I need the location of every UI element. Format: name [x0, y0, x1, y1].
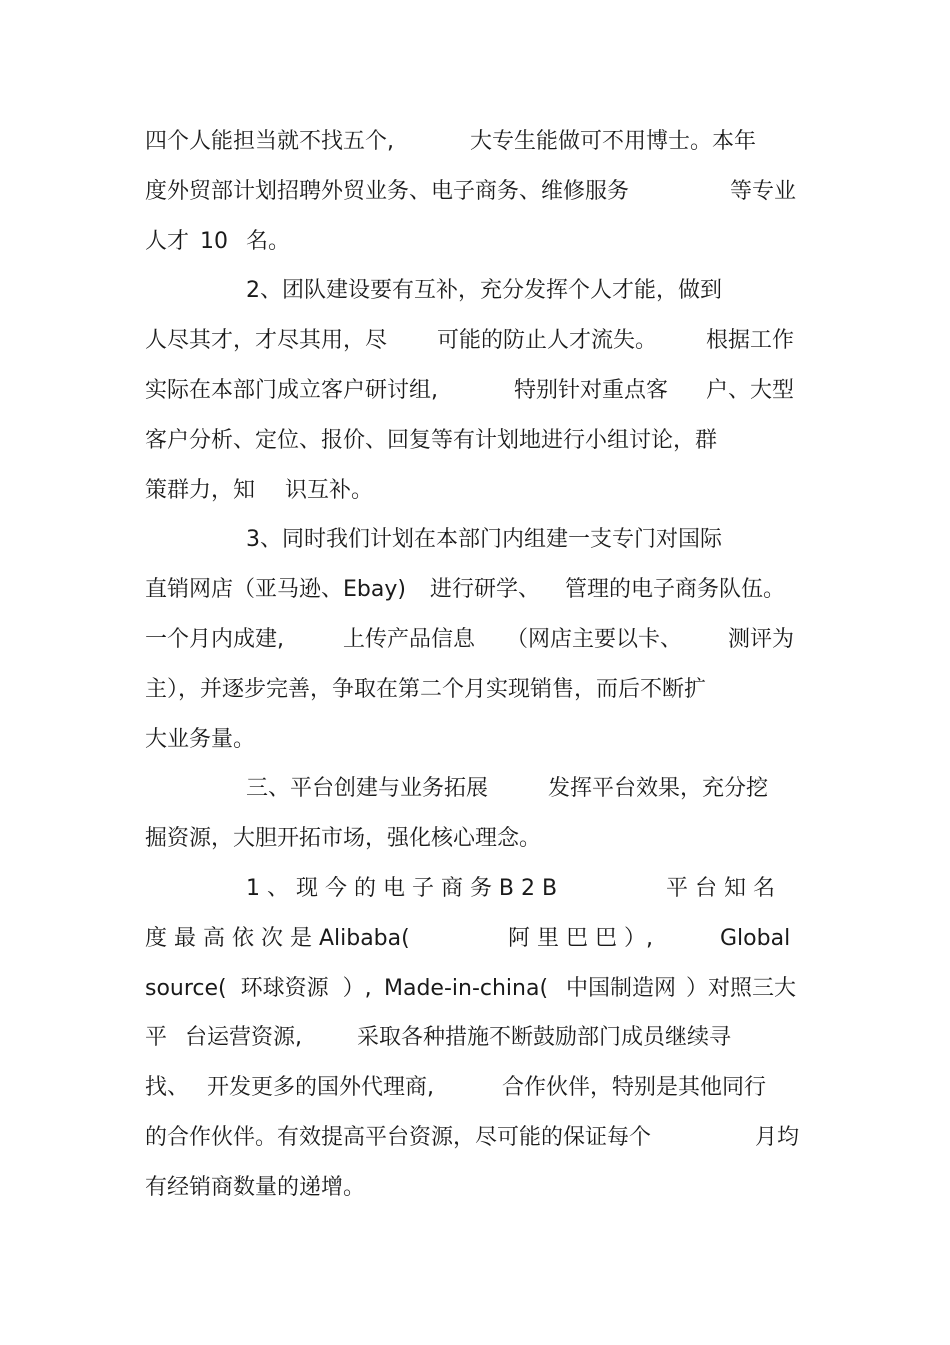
text-segment: 三、平台创建与业务拓展: [246, 776, 489, 801]
text-segment: 一个月内成建,: [145, 627, 284, 652]
text-segment: 找、: [145, 1075, 190, 1100]
text-segment: source( 环球资源 ）,: [145, 976, 372, 1001]
text-segment: 合作伙伴，特别是其他同行: [502, 1075, 767, 1100]
text-line: [0, 821, 542, 857]
text-line: [0, 771, 769, 807]
text-line: [0, 522, 722, 558]
text-line: [0, 473, 374, 509]
text-line: [0, 921, 791, 957]
text-line: [0, 423, 718, 459]
text-segment: 平 台 知 名: [666, 876, 775, 901]
text-segment: 管理的电子商务队伍。: [565, 577, 786, 602]
text-segment: 特别针对重点客: [514, 378, 669, 403]
text-line: [0, 174, 797, 210]
text-segment: 度 最 高 依 次 是 Alibaba(: [145, 926, 410, 951]
text-segment: 采取各种措施不断鼓励部门成员继续寻: [357, 1025, 732, 1050]
text-segment: 2、团队建设要有互补，充分发挥个人才能，做到: [246, 278, 722, 303]
text-segment: 测评为: [728, 627, 795, 652]
text-segment: 3、同时我们计划在本部门内组建一支专门对国际: [246, 527, 722, 552]
text-segment: 名。: [246, 229, 291, 254]
text-line: [0, 323, 795, 359]
text-line: [0, 373, 795, 409]
text-line: [0, 124, 757, 160]
text-segment: 有经销商数量的递增。: [145, 1175, 366, 1200]
text-segment: 10: [200, 229, 228, 254]
text-segment: 大专生能做可不用博士。本年: [470, 129, 757, 154]
text-segment: 主），并逐步完善，争取在第二个月实现销售，而后不断扩: [145, 677, 707, 702]
text-segment: 月均: [755, 1125, 800, 1150]
text-segment: ）对照三大: [686, 976, 797, 1001]
text-segment: 客户分析、定位、报价、回复等有计划地进行小组讨论，群: [145, 428, 718, 453]
text-segment: 中国制造网: [566, 976, 677, 1001]
text-segment: （网店主要以卡、: [506, 627, 683, 652]
text-segment: 的合作伙伴。有效提高平台资源，尽可能的保证每个: [145, 1125, 652, 1150]
text-segment: 人尽其才，才尽其用，尽: [145, 328, 388, 353]
text-line: [0, 871, 775, 907]
text-segment: 大业务量。: [145, 727, 256, 752]
text-line: [0, 273, 722, 309]
text-segment: 直销网店（亚马逊、Ebay): [145, 577, 406, 602]
text-line: [0, 622, 795, 658]
text-line: [0, 1120, 800, 1156]
text-segment: 台运营资源,: [185, 1025, 302, 1050]
text-segment: 可能的防止人才流失。: [437, 328, 658, 353]
text-segment: 度外贸部计划招聘外贸业务、电子商务、维修服务: [145, 179, 630, 204]
text-segment: 根据工作: [706, 328, 795, 353]
text-line: [0, 224, 291, 260]
text-segment: 掘资源，大胆开拓市场，强化核心理念。: [145, 826, 542, 851]
text-segment: 1 、 现 今 的 电 子 商 务 B 2 B: [246, 876, 558, 901]
text-segment: Global: [720, 926, 791, 951]
text-segment: 上传产品信息: [343, 627, 476, 652]
text-segment: Made-in-china(: [384, 976, 549, 1001]
text-segment: 策群力，知: [145, 478, 256, 503]
text-line: [0, 1070, 767, 1106]
text-segment: 进行研学、: [430, 577, 541, 602]
text-segment: 识互补。: [285, 478, 374, 503]
text-segment: 户、大型: [706, 378, 795, 403]
text-segment: 四个人能担当就不找五个,: [145, 129, 394, 154]
text-line: [0, 1170, 366, 1206]
text-segment: 阿 里 巴 巴 ）,: [508, 926, 653, 951]
text-segment: 等专业: [730, 179, 797, 204]
text-segment: 人才: [145, 229, 190, 254]
text-segment: 实际在本部门成立客户研讨组,: [145, 378, 438, 403]
text-segment: 开发更多的国外代理商,: [207, 1075, 434, 1100]
text-line: [0, 572, 786, 608]
text-segment: 平: [145, 1025, 168, 1050]
text-line: [0, 672, 707, 708]
text-line: [0, 1020, 732, 1056]
text-line: [0, 971, 797, 1007]
text-line: [0, 722, 256, 758]
text-segment: 发挥平台效果，充分挖: [548, 776, 769, 801]
